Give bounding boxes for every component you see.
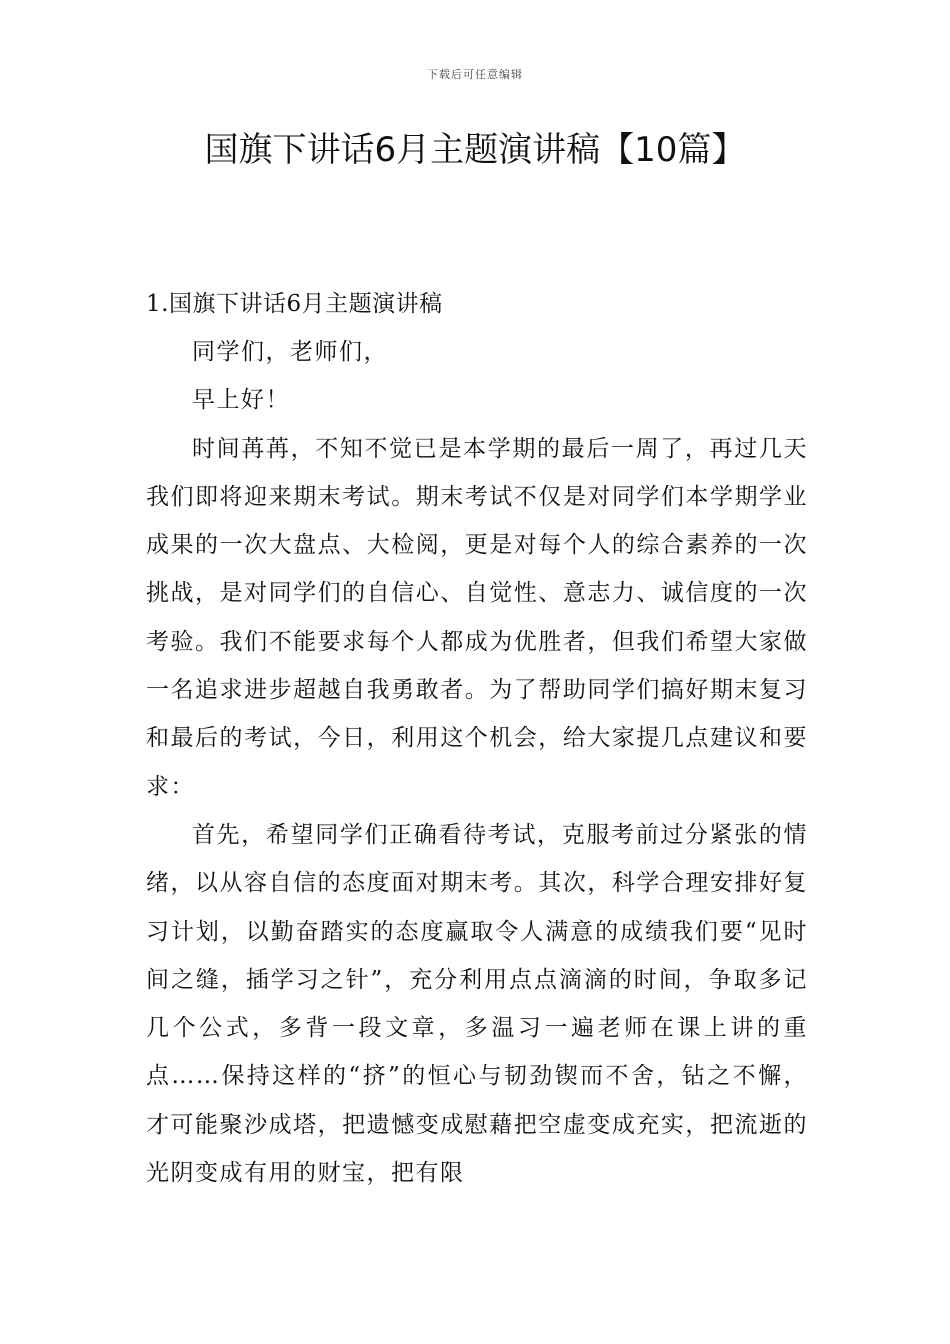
greeting-morning-paragraph: 早上好！: [192, 387, 290, 414]
document-title: 国旗下讲话6月主题演讲稿【10篇】: [204, 130, 746, 170]
body-paragraph: 首先，希望同学们正确看待考试，克服考前过分紧张的情绪，以从容自信的态度面对期末考。其次，科学合理安排好复习计划，以勤奋踏实的态度赢取令人满意的成绩我们要“见时间之缝，插学习之针”，充分利用点点滴滴的时间，争取多记几个公式，多背一段文章，多温习一遍老师在课上讲的重点……保持这样的“挤”的恒心与韧劲锲而不舍，钻之不懈，才可能聚沙成塔，把遗憾变成慰藉把空虚变成充实，把流逝的光阴变成有用的财宝，把有限: [146, 821, 808, 1187]
greeting-paragraph: 同学们，老师们，: [192, 339, 388, 365]
section-heading: 1.国旗下讲话6月主题演讲稿: [146, 291, 443, 317]
body-paragraph: 时间苒苒，不知不觉已是本学期的最后一周了，再过几天我们即将迎来期末考试。期末考试不仅是对同学们本学期学业成果的一次大盘点、大检阅，更是对每个人的综合素养的一次挑战，是对同学们的自信心、自觉性、意志力、诚信度的一次考验。我们不能要求每个人都成为优胜者，但我们希望大家做一名追求进步超越自我勇敢者。为了帮助同学们搞好期末复习和最后的考试，今日，利用这个机会，给大家提几点建议和要求：: [146, 435, 808, 800]
document-body: [146, 280, 808, 1197]
header-note: 下载后可任意编辑: [427, 68, 523, 81]
